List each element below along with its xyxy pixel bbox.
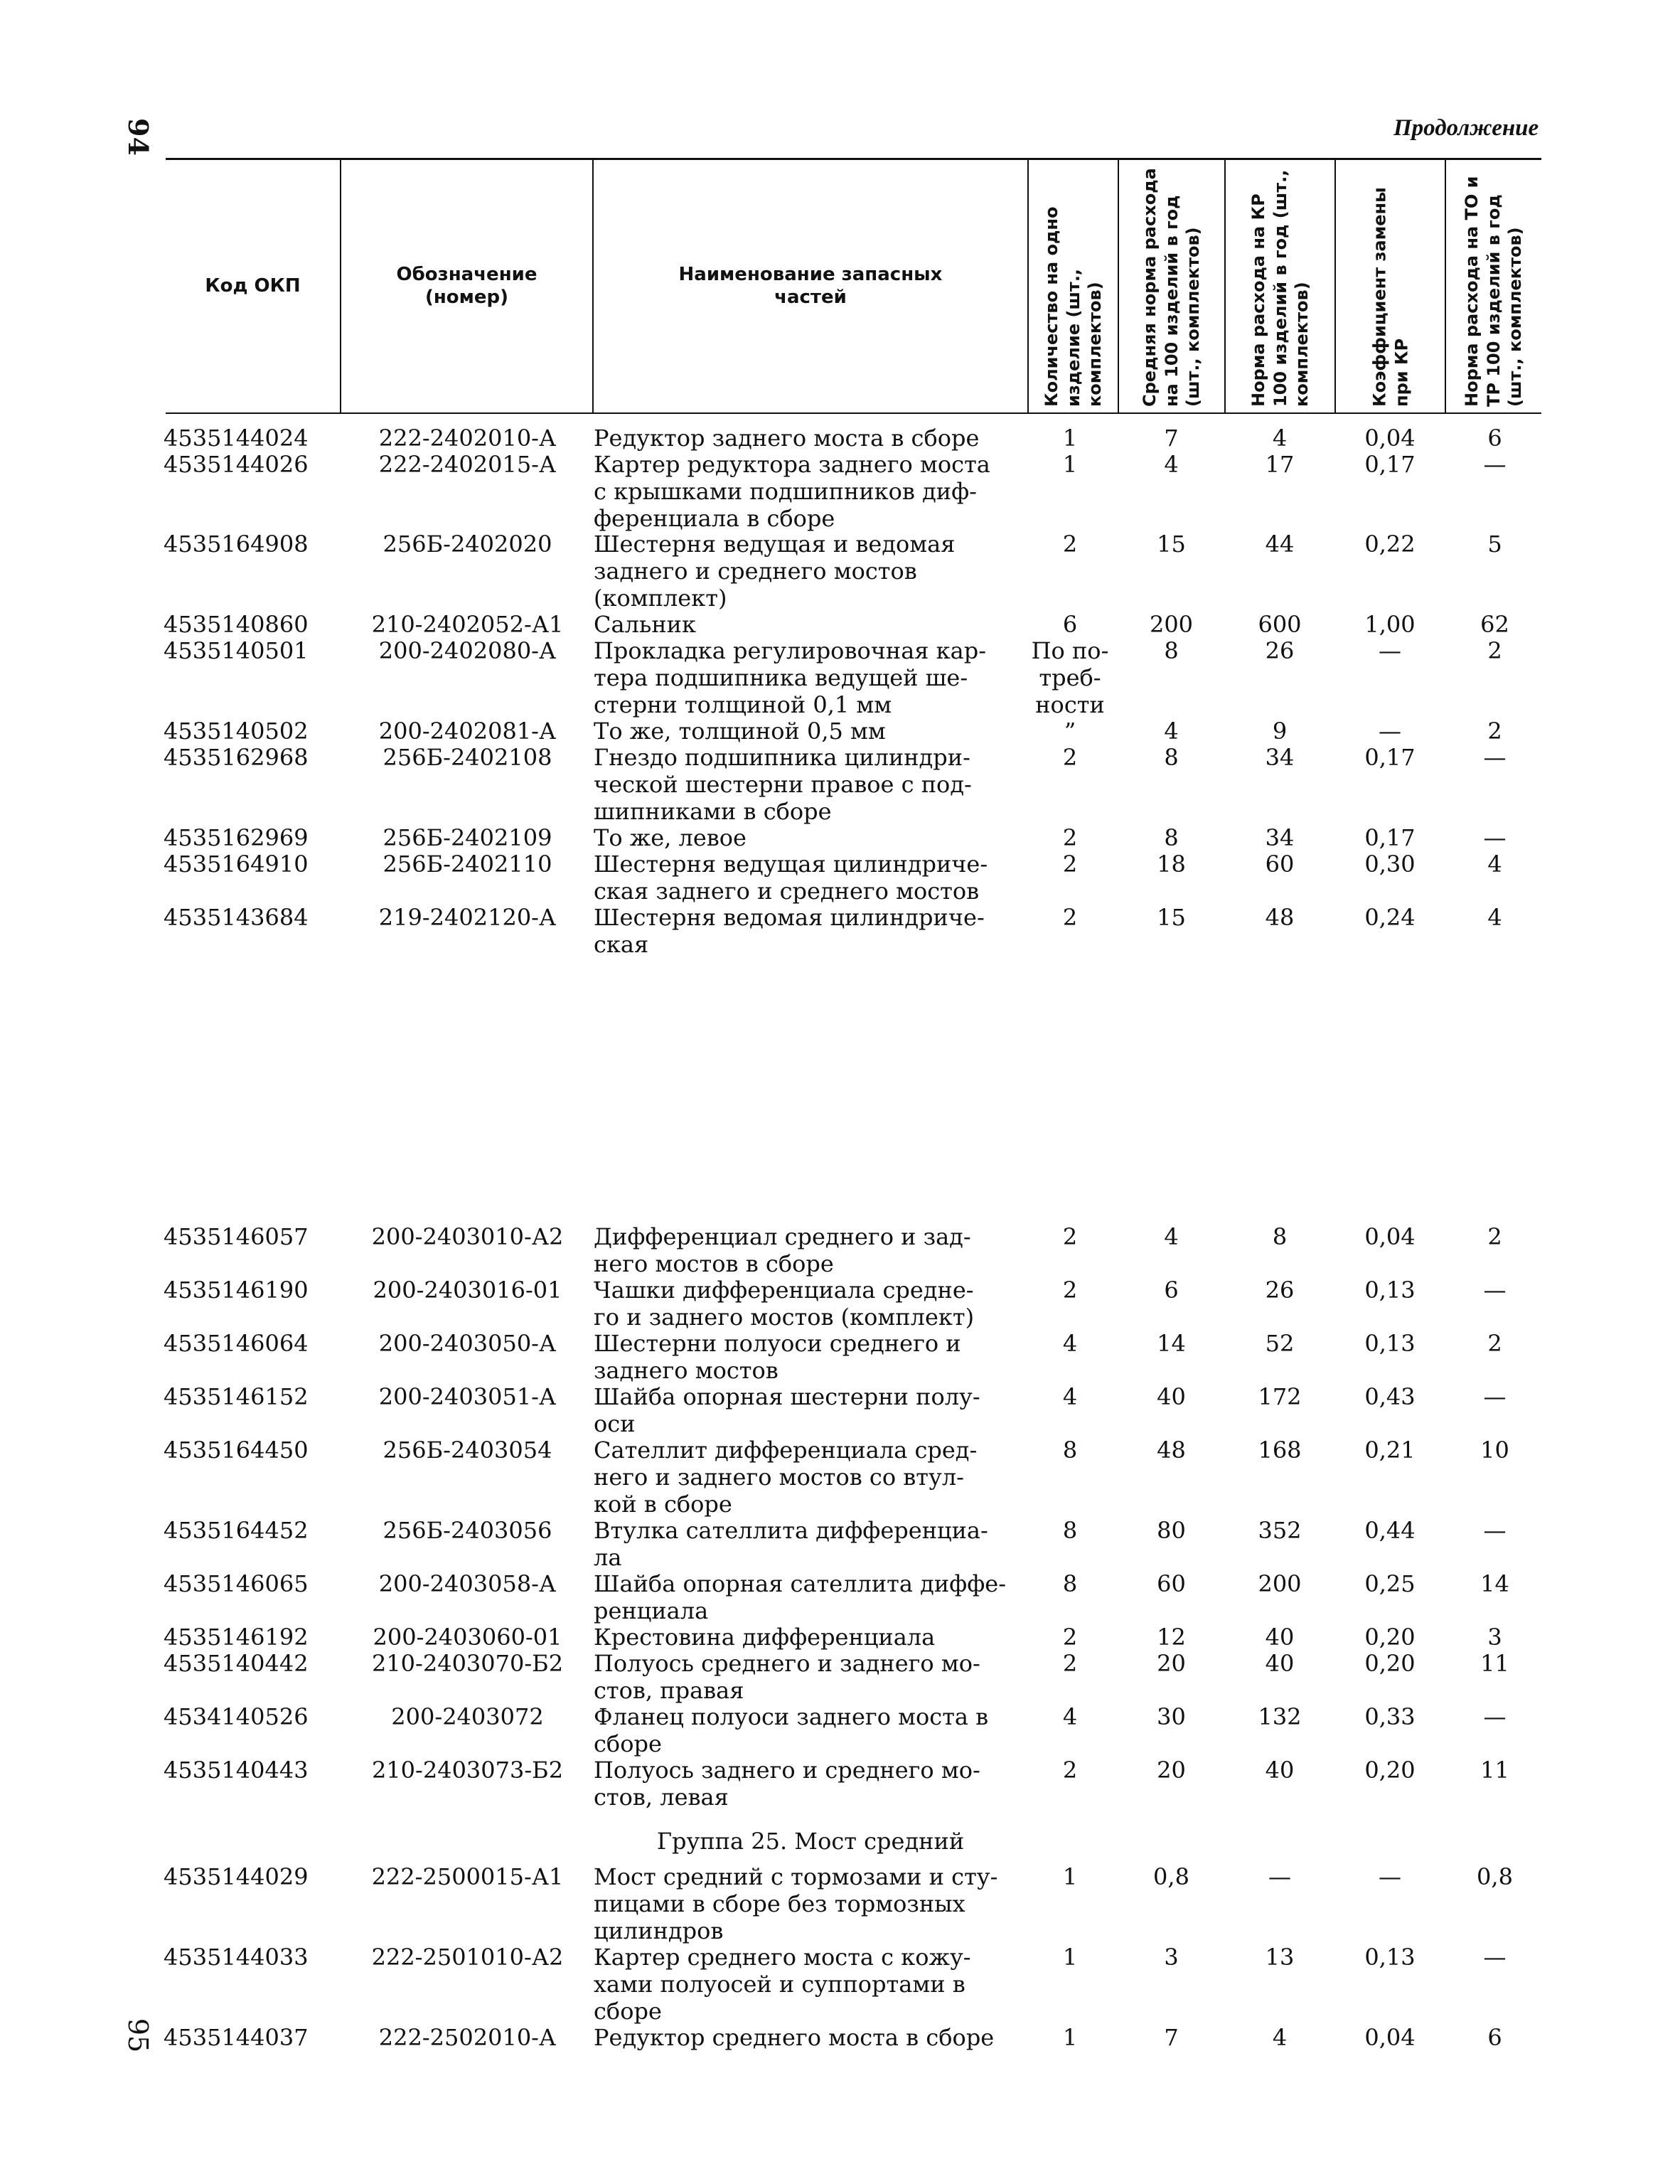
cell-avg: 14 [1157, 1330, 1186, 1357]
cell-to: 6 [1487, 425, 1502, 452]
cell-code: 4535140501 [164, 637, 309, 664]
cell-code: 4535143684 [164, 904, 309, 931]
cell-coef: — [1379, 718, 1401, 745]
cell-code: 4535144037 [164, 2024, 309, 2051]
cell-code: 4535144033 [164, 1944, 309, 1971]
cell-qty [1024, 1517, 1116, 1544]
cell-qty-line: 1 [1062, 1944, 1078, 1971]
cell-name-line: ференциала в сборе [594, 505, 835, 532]
cell-kr: 34 [1265, 824, 1295, 851]
cell-name-line: стов, левая [594, 1784, 729, 1811]
cell-avg: 200 [1149, 611, 1194, 638]
cell-kr: 200 [1258, 1570, 1302, 1597]
cell-qty [1024, 904, 1116, 931]
cell-name-line: сборе [594, 1730, 662, 1757]
cell-name [594, 2024, 1027, 2051]
cell-qty-line: 2 [1062, 531, 1078, 558]
cell-avg: 4 [1164, 718, 1179, 745]
cell-avg: 15 [1157, 904, 1186, 931]
cell-to: 11 [1480, 1650, 1509, 1677]
cell-kr: 52 [1265, 1330, 1295, 1357]
cell-avg: 15 [1157, 531, 1186, 558]
cell-name-line: Шайба опорная шестерни полу- [594, 1383, 980, 1410]
cell-number: 256Б-2402109 [382, 824, 552, 851]
cell-name-line: заднего и среднего мостов [594, 558, 917, 585]
cell-name [594, 1863, 1027, 1944]
cell-name-line: Шестерня ведомая цилиндриче- [594, 904, 985, 931]
cell-kr: 44 [1265, 531, 1295, 558]
cell-name-line: Фланец полуоси заднего моста в [594, 1703, 989, 1730]
cell-to: — [1483, 1383, 1507, 1410]
cell-kr: 26 [1265, 1277, 1295, 1304]
continuation-label: Продолжение [1393, 115, 1539, 141]
cell-coef: 0,22 [1364, 531, 1416, 558]
cell-to: 11 [1480, 1757, 1509, 1784]
cell-to: 6 [1487, 2024, 1502, 2051]
cell-to: — [1483, 451, 1507, 478]
cell-qty-line: 2 [1062, 1624, 1078, 1651]
cell-kr: 132 [1258, 1703, 1302, 1730]
cell-kr: — [1268, 1863, 1291, 1890]
cell-number: 210-2403073-Б2 [371, 1757, 564, 1784]
cell-to: 10 [1480, 1437, 1509, 1464]
cell-avg: 20 [1157, 1757, 1186, 1784]
cell-name-line: стов, правая [594, 1677, 744, 1704]
cell-name-line: сборе [594, 1998, 662, 2025]
cell-coef: 0,33 [1364, 1703, 1416, 1730]
cell-qty [1024, 1863, 1116, 1890]
cell-kr: 17 [1265, 451, 1295, 478]
cell-name-line: Сальник [594, 611, 696, 638]
cell-kr: 4 [1272, 425, 1288, 452]
cell-name-line: Прокладка регулировочная кар- [594, 637, 987, 664]
cell-coef: 0,04 [1364, 1223, 1416, 1250]
cell-name-line: ла [594, 1544, 622, 1571]
cell-name [594, 1330, 1027, 1384]
cell-name [594, 744, 1027, 825]
cell-name-line: ренциала [594, 1597, 709, 1624]
cell-name-line: него и заднего мостов со втул- [594, 1464, 964, 1491]
cell-qty-line: 8 [1062, 1517, 1078, 1544]
cell-to: — [1483, 1944, 1507, 1971]
cell-qty-line: 2 [1062, 904, 1078, 931]
cell-avg: 48 [1157, 1437, 1186, 1464]
cell-name-line: То же, толщиной 0,5 мм [594, 718, 886, 745]
cell-avg: 6 [1164, 1277, 1179, 1304]
cell-name [594, 637, 1027, 718]
cell-coef: 0,13 [1364, 1944, 1416, 1971]
cell-kr: 40 [1265, 1624, 1295, 1651]
cell-qty-line: 4 [1062, 1330, 1078, 1357]
cell-name-line: Шестерня ведущая и ведомая [594, 531, 956, 558]
cell-avg: 60 [1157, 1570, 1186, 1597]
cell-code: 4535140442 [164, 1650, 309, 1677]
cell-kr: 352 [1258, 1517, 1302, 1544]
cell-name [594, 531, 1027, 612]
cell-number: 222-2500015-А1 [371, 1863, 564, 1890]
cell-avg: 0,8 [1153, 1863, 1189, 1890]
cell-coef: 0,17 [1364, 744, 1416, 771]
cell-avg: 12 [1157, 1624, 1186, 1651]
cell-coef: 0,43 [1364, 1383, 1416, 1410]
cell-name-line: Гнездо подшипника цилиндри- [594, 744, 970, 771]
cell-number: 200-2403072 [391, 1703, 544, 1730]
cell-qty-line: 4 [1062, 1383, 1078, 1410]
cell-qty [1024, 1383, 1116, 1410]
header-to: Норма расхода на ТО и ТР 100 изделий в год (шт., комплектов) [1461, 176, 1526, 407]
cell-qty [1024, 611, 1116, 638]
cell-to: — [1483, 744, 1507, 771]
cell-name-line: оси [594, 1410, 636, 1437]
cell-coef: 0,25 [1364, 1570, 1416, 1597]
cell-qty [1024, 1944, 1116, 1971]
cell-name [594, 1624, 1027, 1651]
cell-code: 4535140502 [164, 718, 309, 745]
cell-to: 3 [1487, 1624, 1502, 1651]
cell-coef: — [1379, 1863, 1401, 1890]
cell-name-line: Картер среднего моста с кожу- [594, 1944, 971, 1971]
cell-coef: 0,20 [1364, 1650, 1416, 1677]
header-kr: Норма расхода на КР 100 изделий в год (шт., комплектов) [1248, 169, 1312, 407]
cell-qty [1024, 851, 1116, 878]
cell-qty [1024, 1330, 1116, 1357]
cell-qty-line: 8 [1062, 1570, 1078, 1597]
cell-avg: 40 [1157, 1383, 1186, 1410]
cell-kr: 34 [1265, 744, 1295, 771]
cell-name-line: ская заднего и среднего мостов [594, 878, 980, 905]
cell-avg: 4 [1164, 1223, 1179, 1250]
cell-name [594, 1517, 1027, 1571]
cell-name-line: Крестовина дифференциала [594, 1624, 936, 1651]
cell-name [594, 851, 1027, 905]
header-name: Наименование запасных частей [678, 263, 943, 308]
cell-name-line: Чашки дифференциала средне- [594, 1277, 974, 1304]
cell-name [594, 1650, 1027, 1704]
cell-qty [1024, 718, 1116, 745]
cell-qty [1024, 1757, 1116, 1784]
cell-code: 4534140526 [164, 1703, 309, 1730]
cell-number: 219-2402120-А [378, 904, 557, 931]
cell-name [594, 1944, 1027, 2025]
cell-name-line: Дифференциал среднего и зад- [594, 1223, 971, 1250]
cell-name [594, 451, 1027, 532]
cell-to: 4 [1487, 851, 1502, 878]
cell-qty-line: 1 [1062, 451, 1078, 478]
cell-qty-line: 1 [1062, 425, 1078, 452]
header-code: Код ОКП [205, 275, 301, 297]
cell-kr: 600 [1258, 611, 1302, 638]
cell-qty [1024, 451, 1116, 478]
cell-coef: 0,24 [1364, 904, 1416, 931]
cell-qty-line: 2 [1062, 744, 1078, 771]
cell-number: 222-2501010-А2 [371, 1944, 564, 1971]
cell-name-line: хами полуосей и суппортами в [594, 1971, 965, 1998]
cell-avg: 8 [1164, 744, 1179, 771]
cell-qty [1024, 1650, 1116, 1677]
cell-number: 200-2403058-А [378, 1570, 557, 1597]
cell-coef: 0,30 [1364, 851, 1416, 878]
cell-kr: 168 [1258, 1437, 1302, 1464]
cell-code: 4535146057 [164, 1223, 309, 1250]
cell-qty-line: По по- [1031, 637, 1109, 664]
cell-number: 222-2402010-А [378, 425, 557, 452]
cell-kr: 13 [1265, 1944, 1295, 1971]
cell-code: 4535146152 [164, 1383, 309, 1410]
cell-avg: 7 [1164, 425, 1179, 452]
cell-qty-line: 2 [1062, 851, 1078, 878]
cell-code: 4535144026 [164, 451, 309, 478]
cell-number: 200-2403016-01 [373, 1277, 562, 1304]
cell-qty [1024, 744, 1116, 771]
cell-name-line: с крышками подшипников диф- [594, 478, 977, 505]
cell-number: 200-2403050-А [378, 1330, 557, 1357]
cell-coef: 0,13 [1364, 1277, 1416, 1304]
cell-name-line: (комплект) [594, 585, 727, 612]
cell-name-line: Редуктор среднего моста в сборе [594, 2024, 995, 2051]
cell-qty-line: ности [1035, 691, 1105, 718]
cell-qty [1024, 1437, 1116, 1464]
cell-number: 222-2402015-А [378, 451, 557, 478]
cell-to: — [1483, 1517, 1507, 1544]
cell-coef: 0,13 [1364, 1330, 1416, 1357]
cell-to: — [1483, 1703, 1507, 1730]
cell-qty-line: 2 [1062, 1757, 1078, 1784]
cell-kr: 60 [1265, 851, 1295, 878]
cell-name-line: го и заднего мостов (комплект) [594, 1304, 975, 1331]
cell-code: 4535164910 [164, 851, 309, 878]
cell-coef: 1,00 [1364, 611, 1416, 638]
cell-kr: 40 [1265, 1650, 1295, 1677]
cell-kr: 8 [1272, 1223, 1288, 1250]
header-qty: Количество на одно изделие (шт., комплектов) [1041, 206, 1105, 407]
cell-to: 5 [1487, 531, 1502, 558]
cell-number: 210-2403070-Б2 [371, 1650, 564, 1677]
cell-number: 256Б-2402108 [382, 744, 552, 771]
cell-qty-line: ” [1064, 718, 1076, 745]
cell-name-line: цилиндров [594, 1917, 724, 1944]
cell-qty [1024, 1703, 1116, 1730]
cell-name [594, 1383, 1027, 1437]
cell-coef: 0,04 [1364, 2024, 1416, 2051]
cell-name-line: Полуось среднего и заднего мо- [594, 1650, 980, 1677]
cell-avg: 30 [1157, 1703, 1186, 1730]
cell-name-line: Втулка сателлита дифференциа- [594, 1517, 988, 1544]
cell-name [594, 1437, 1027, 1518]
cell-name-line: То же, левое [594, 824, 747, 851]
cell-qty [1024, 1624, 1116, 1651]
cell-code: 4535146065 [164, 1570, 309, 1597]
cell-qty [1024, 1277, 1116, 1304]
cell-to: 2 [1487, 1330, 1502, 1357]
cell-name-line: Редуктор заднего моста в сборе [594, 425, 980, 452]
cell-avg: 80 [1157, 1517, 1186, 1544]
cell-name-line: Шестерня ведущая цилиндриче- [594, 851, 988, 878]
cell-code: 4535146064 [164, 1330, 309, 1357]
cell-coef: — [1379, 637, 1401, 664]
cell-kr: 9 [1272, 718, 1288, 745]
cell-name-line: Сателлит дифференциала сред- [594, 1437, 978, 1464]
cell-number: 200-2403010-А2 [371, 1223, 564, 1250]
cell-name-line: кой в сборе [594, 1491, 732, 1518]
cell-to: 2 [1487, 637, 1502, 664]
cell-code: 4535146192 [164, 1624, 309, 1651]
cell-name-line: заднего мостов [594, 1357, 779, 1384]
cell-name-line: ческой шестерни правое с под- [594, 771, 972, 798]
cell-avg: 20 [1157, 1650, 1186, 1677]
cell-qty [1024, 637, 1116, 718]
cell-number: 200-2403060-01 [373, 1624, 562, 1651]
cell-coef: 0,04 [1364, 425, 1416, 452]
cell-qty-line: 2 [1062, 1650, 1078, 1677]
cell-qty-line: 4 [1062, 1703, 1078, 1730]
cell-to: 2 [1487, 1223, 1502, 1250]
cell-kr: 48 [1265, 904, 1295, 931]
cell-code: 4535140860 [164, 611, 309, 638]
cell-code: 4535164450 [164, 1437, 309, 1464]
cell-qty-line: 2 [1062, 1277, 1078, 1304]
cell-name-line: Шайба опорная сателлита диффе- [594, 1570, 1006, 1597]
cell-coef: 0,20 [1364, 1624, 1416, 1651]
cell-qty [1024, 2024, 1116, 2051]
cell-avg: 8 [1164, 824, 1179, 851]
cell-name [594, 1570, 1027, 1624]
cell-name-line: шипниками в сборе [594, 798, 832, 825]
cell-number: 256Б-2402020 [382, 531, 552, 558]
cell-qty-line: 1 [1062, 2024, 1078, 2051]
cell-number: 256Б-2403054 [382, 1437, 552, 1464]
header-number: Обозначение (номер) [396, 263, 537, 308]
cell-avg: 4 [1164, 451, 1179, 478]
cell-name [594, 824, 1027, 851]
cell-number: 256Б-2403056 [382, 1517, 552, 1544]
cell-name [594, 1223, 1027, 1277]
cell-name-line: Шестерни полуоси среднего и [594, 1330, 961, 1357]
cell-qty-line: 2 [1062, 824, 1078, 851]
cell-name [594, 718, 1027, 745]
cell-number: 210-2402052-А1 [371, 611, 564, 638]
cell-qty [1024, 824, 1116, 851]
cell-qty-line: 8 [1062, 1437, 1078, 1464]
cell-code: 4535140443 [164, 1757, 309, 1784]
cell-qty [1024, 531, 1116, 558]
cell-number: 256Б-2402110 [382, 851, 552, 878]
cell-avg: 7 [1164, 2024, 1179, 2051]
page-number-bottom: 95 [122, 2018, 154, 2053]
cell-to: 62 [1480, 611, 1509, 638]
page-number-top: 94 [122, 118, 154, 156]
cell-name [594, 611, 1027, 638]
cell-avg: 18 [1157, 851, 1186, 878]
cell-name-line: пицами в сборе без тормозных [594, 1890, 965, 1917]
cell-coef: 0,20 [1364, 1757, 1416, 1784]
cell-qty [1024, 425, 1116, 452]
cell-code: 4535162968 [164, 744, 309, 771]
cell-name [594, 425, 1027, 452]
cell-kr: 4 [1272, 2024, 1288, 2051]
cell-name-line: тера подшипника ведущей ше- [594, 664, 968, 691]
cell-qty [1024, 1570, 1116, 1597]
cell-name-line: стерни толщиной 0,1 мм [594, 691, 892, 718]
cell-code: 4535144024 [164, 425, 309, 452]
cell-name [594, 1757, 1027, 1811]
cell-kr: 26 [1265, 637, 1295, 664]
cell-name-line: Мост средний с тормозами и сту- [594, 1863, 998, 1890]
cell-number: 200-2402080-А [378, 637, 557, 664]
cell-qty-line: 1 [1062, 1863, 1078, 1890]
cell-avg: 8 [1164, 637, 1179, 664]
cell-name [594, 904, 1027, 958]
cell-to: — [1483, 824, 1507, 851]
cell-code: 4535162969 [164, 824, 309, 851]
cell-to: 0,8 [1477, 1863, 1513, 1890]
cell-coef: 0,21 [1364, 1437, 1416, 1464]
cell-name-line: Картер редуктора заднего моста [594, 451, 990, 478]
group-title: Группа 25. Мост средний [656, 1828, 965, 1855]
cell-number: 200-2403051-А [378, 1383, 557, 1410]
cell-coef: 0,17 [1364, 451, 1416, 478]
cell-number: 222-2502010-А [378, 2024, 557, 2051]
cell-qty [1024, 1223, 1116, 1250]
cell-qty-line: треб- [1039, 664, 1101, 691]
cell-code: 4535164452 [164, 1517, 309, 1544]
header-avg: Средняя норма расхода на 100 изделий в год (шт., комплектов) [1139, 168, 1204, 407]
cell-name-line: него мостов в сборе [594, 1250, 834, 1277]
cell-avg: 3 [1164, 1944, 1179, 1971]
cell-kr: 172 [1258, 1383, 1302, 1410]
cell-number: 200-2402081-А [378, 718, 557, 745]
cell-name [594, 1277, 1027, 1331]
cell-code: 4535164908 [164, 531, 309, 558]
cell-name [594, 1703, 1027, 1757]
cell-to: 14 [1480, 1570, 1509, 1597]
cell-name-line: Полуось заднего и среднего мо- [594, 1757, 980, 1784]
cell-code: 4535144029 [164, 1863, 309, 1890]
header-coef: Коэффициент замены при КР [1369, 187, 1411, 407]
cell-qty-line: 2 [1062, 1223, 1078, 1250]
cell-code: 4535146190 [164, 1277, 309, 1304]
cell-to: — [1483, 1277, 1507, 1304]
cell-to: 2 [1487, 718, 1502, 745]
cell-kr: 40 [1265, 1757, 1295, 1784]
cell-coef: 0,17 [1364, 824, 1416, 851]
cell-name-line: ская [594, 931, 649, 958]
cell-qty-line: 6 [1062, 611, 1078, 638]
cell-coef: 0,44 [1364, 1517, 1416, 1544]
cell-to: 4 [1487, 904, 1502, 931]
